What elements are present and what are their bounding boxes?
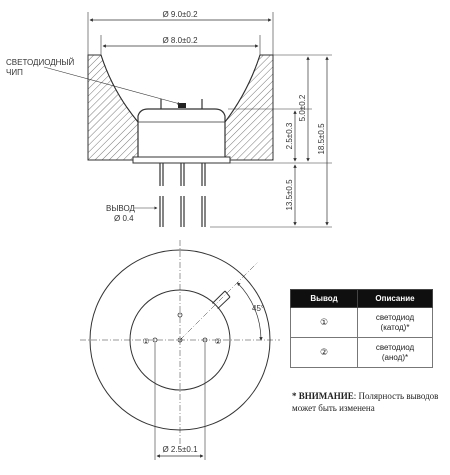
table-header-desc: Описание [358,290,433,308]
dim-inner-diameter: Ø 8.0±0.2 [162,36,198,45]
note-bold: * ВНИМАНИЕ [292,391,354,401]
dim-pin-spacing: Ø 2.5±0.1 [162,445,198,454]
desc-line: светодиод [375,312,415,322]
table-cell-desc [358,308,433,338]
pin-description-table [290,289,433,368]
leads [160,163,205,227]
dim-height-header: 2.5±0.3 [285,122,294,150]
dim-lead-length: 13.5±0.5 [285,179,294,211]
bottom-view [80,240,280,460]
table-cell-pin: ② [291,338,358,368]
table-row [291,308,433,338]
table-header-pin: Вывод [291,290,358,308]
dim-angle: 45° [252,304,265,313]
polarity-note [292,390,442,414]
table-cell-desc [358,338,433,368]
desc-line: (анод)* [381,352,409,362]
side-view [6,10,332,227]
key-tab [212,291,230,309]
dim-height-cup: 5.0±0.2 [298,94,307,122]
desc-line: светодиод [375,342,415,352]
table-cell-pin: ① [291,308,358,338]
cup-wall-left [88,55,138,160]
pin-label-2: ② [214,337,222,346]
label-lead-line2: Ø 0.4 [114,214,134,223]
dim-height-total: 18.5±0.5 [317,123,326,155]
table-row [291,338,433,368]
label-chip-line1: СВЕТОДИОДНЫЙ [6,58,75,67]
dim-outer-diameter: Ø 9.0±0.2 [162,10,198,19]
pin-label-1: ① [142,337,150,346]
note-text: : Полярность выводов может быть изменена [292,391,439,413]
label-chip-line2: ЧИП [6,68,23,77]
desc-line: (катод)* [380,322,410,332]
label-lead-line1: ВЫВОД [106,204,135,213]
header-body [138,109,225,160]
cup-wall-right [225,55,273,160]
